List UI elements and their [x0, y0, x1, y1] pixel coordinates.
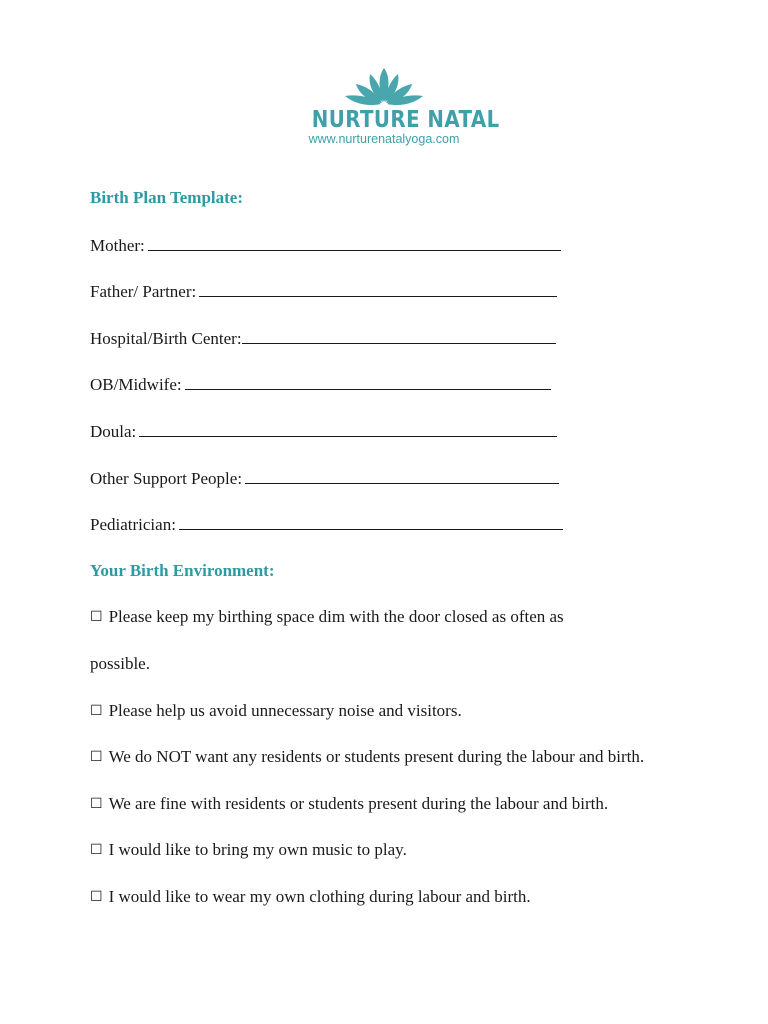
field-other-support-people[interactable]: [90, 462, 730, 509]
option-text: We do NOT want any residents or students present during the labour and birth.: [108, 747, 645, 767]
option-residents-fine[interactable]: [90, 788, 730, 835]
checkbox-icon[interactable]: ☐: [90, 888, 103, 905]
field-blank-line[interactable]: [179, 508, 563, 530]
checkbox-icon[interactable]: ☐: [90, 795, 103, 812]
option-own-clothing[interactable]: [90, 881, 730, 928]
field-blank-line[interactable]: [148, 229, 561, 251]
field-blank-line[interactable]: [199, 275, 557, 297]
option-text: I would like to bring my own music to play.: [108, 840, 407, 860]
option-text: We are fine with residents or students present during the labour and birth.: [108, 793, 609, 813]
checkbox-icon[interactable]: ☐: [90, 702, 103, 719]
option-no-residents[interactable]: [90, 741, 730, 788]
birth-plan-form: [90, 182, 730, 928]
field-pediatrician[interactable]: [90, 508, 730, 555]
brand-logo: [300, 66, 500, 156]
option-avoid-noise[interactable]: [90, 695, 730, 742]
field-hospital-birth-center[interactable]: [90, 322, 730, 369]
birth-plan-heading: Birth Plan Template:: [90, 188, 244, 207]
field-label: Pediatrician:: [90, 515, 176, 535]
option-dim-space-continued: [90, 648, 730, 695]
field-father-partner[interactable]: [90, 275, 730, 322]
field-blank-line[interactable]: [242, 322, 556, 344]
option-text: Please keep my birthing space dim with the door closed as often as: [108, 607, 564, 627]
option-text: Please help us avoid unnecessary noise and visitors.: [108, 700, 462, 720]
brand-url: www.nurturenatalyoga.com: [308, 132, 460, 146]
field-label: Father/ Partner:: [90, 282, 197, 302]
birth-environment-heading: Your Birth Environment:: [90, 560, 275, 580]
field-label: OB/Midwife:: [90, 375, 182, 395]
field-mother[interactable]: [90, 229, 730, 276]
field-label: Hospital/Birth Center:: [90, 328, 242, 348]
field-blank-line[interactable]: [245, 462, 559, 484]
checkbox-icon[interactable]: ☐: [90, 749, 103, 766]
lotus-icon: [339, 66, 429, 108]
checkbox-icon[interactable]: ☐: [90, 842, 103, 859]
option-dim-space[interactable]: [90, 601, 730, 648]
option-text: I would like to wear my own clothing during labour and birth.: [108, 886, 531, 906]
field-doula[interactable]: [90, 415, 730, 462]
field-label: Doula:: [90, 421, 137, 441]
checkbox-icon[interactable]: ☐: [90, 609, 103, 626]
field-blank-line[interactable]: [139, 415, 557, 437]
brand-name: NURTURE NATAL: [311, 107, 500, 133]
option-own-music[interactable]: [90, 834, 730, 881]
field-label: Other Support People:: [90, 468, 243, 488]
option-text-continuation: possible.: [90, 653, 150, 673]
field-ob-midwife[interactable]: [90, 368, 730, 415]
field-label: Mother:: [90, 235, 145, 255]
field-blank-line[interactable]: [185, 368, 551, 390]
